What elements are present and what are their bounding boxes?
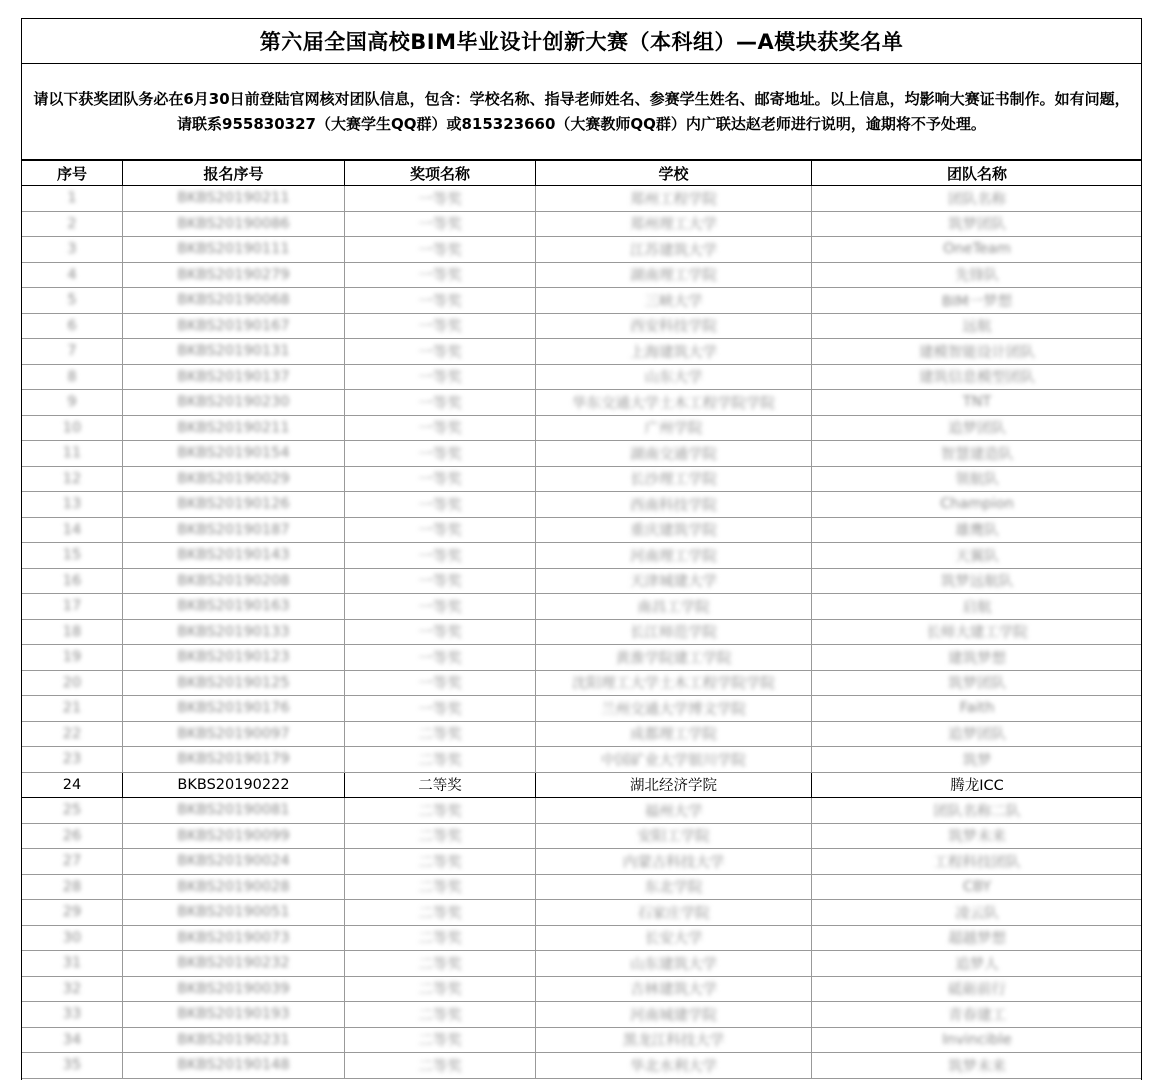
cell-registration-no: BKBS20190154	[123, 441, 345, 467]
cell-award: 一等奖	[345, 262, 536, 288]
header-no: 序号	[22, 161, 123, 186]
table-row	[22, 1053, 1143, 1079]
cell-award: 二等奖	[345, 772, 536, 798]
cell-award: 二等奖	[345, 951, 536, 977]
table-row	[22, 721, 1143, 747]
cell-award: 一等奖	[345, 594, 536, 620]
cell-team: 追梦团队	[812, 415, 1143, 441]
cell-no: 35	[22, 1053, 123, 1079]
cell-school: 华东交通大学土木工程学院学院	[536, 390, 812, 416]
page-title: 第六届全国高校BIM毕业设计创新大赛（本科组）—A模块获奖名单	[22, 19, 1141, 64]
cell-team: 建筑信息模型团队	[812, 364, 1143, 390]
award-list-sheet	[21, 18, 1142, 1080]
cell-award: 二等奖	[345, 823, 536, 849]
cell-no: 33	[22, 1002, 123, 1028]
cell-no: 25	[22, 798, 123, 824]
cell-school: 湖南交通学院	[536, 441, 812, 467]
cell-award: 一等奖	[345, 517, 536, 543]
cell-registration-no: BKBS20190232	[123, 951, 345, 977]
cell-no: 22	[22, 721, 123, 747]
cell-registration-no: BKBS20190279	[123, 262, 345, 288]
cell-team: 追梦人	[812, 951, 1143, 977]
cell-registration-no: BKBS20190029	[123, 466, 345, 492]
cell-school: 东北学院	[536, 874, 812, 900]
cell-team: 团队名称二队	[812, 798, 1143, 824]
cell-team: 砥砺前行	[812, 976, 1143, 1002]
award-table	[21, 160, 1142, 1079]
cell-school: 湖北经济学院	[536, 772, 812, 798]
cell-team: 筑梦	[812, 747, 1143, 773]
cell-school: 长江师范学院	[536, 619, 812, 645]
table-row	[22, 925, 1143, 951]
cell-no: 30	[22, 925, 123, 951]
cell-no: 5	[22, 288, 123, 314]
cell-school: 长安大学	[536, 925, 812, 951]
cell-school: 南昌工学院	[536, 594, 812, 620]
cell-award: 二等奖	[345, 798, 536, 824]
cell-registration-no: BKBS20190068	[123, 288, 345, 314]
cell-school: 兰州交通大学博文学院	[536, 696, 812, 722]
cell-team: 筑梦团队	[812, 211, 1143, 237]
table-row	[22, 900, 1143, 926]
cell-registration-no: BKBS20190167	[123, 313, 345, 339]
cell-award: 一等奖	[345, 670, 536, 696]
cell-team: 启航	[812, 594, 1143, 620]
cell-no: 28	[22, 874, 123, 900]
cell-school: 吉林建筑大学	[536, 976, 812, 1002]
cell-registration-no: BKBS20190176	[123, 696, 345, 722]
cell-no: 18	[22, 619, 123, 645]
cell-award: 二等奖	[345, 1002, 536, 1028]
cell-school: 河南城建学院	[536, 1002, 812, 1028]
cell-school: 石家庄学院	[536, 900, 812, 926]
cell-award: 一等奖	[345, 186, 536, 212]
cell-award: 一等奖	[345, 696, 536, 722]
cell-team: 雄鹰队	[812, 517, 1143, 543]
cell-no: 27	[22, 849, 123, 875]
cell-no: 10	[22, 415, 123, 441]
cell-award: 一等奖	[345, 390, 536, 416]
table-row	[22, 543, 1143, 569]
cell-no: 14	[22, 517, 123, 543]
cell-registration-no: BKBS20190148	[123, 1053, 345, 1079]
cell-award: 一等奖	[345, 339, 536, 365]
cell-school: 郑州理工大学	[536, 211, 812, 237]
cell-registration-no: BKBS20190024	[123, 849, 345, 875]
cell-registration-no: BKBS20190230	[123, 390, 345, 416]
cell-registration-no: BKBS20190187	[123, 517, 345, 543]
table-row	[22, 1027, 1143, 1053]
cell-school: 华北水利大学	[536, 1053, 812, 1079]
cell-team: OneTeam	[812, 237, 1143, 263]
cell-no: 1	[22, 186, 123, 212]
cell-school: 中国矿业大学银川学院	[536, 747, 812, 773]
cell-no: 2	[22, 211, 123, 237]
table-row	[22, 823, 1143, 849]
cell-no: 15	[22, 543, 123, 569]
cell-team: 筑梦未来	[812, 823, 1143, 849]
table-row	[22, 670, 1143, 696]
cell-school: 上海建筑大学	[536, 339, 812, 365]
cell-award: 二等奖	[345, 721, 536, 747]
cell-team: 先锋队	[812, 262, 1143, 288]
cell-no: 4	[22, 262, 123, 288]
table-row	[22, 696, 1143, 722]
cell-award: 一等奖	[345, 568, 536, 594]
cell-no: 21	[22, 696, 123, 722]
cell-team: 智慧建造队	[812, 441, 1143, 467]
table-row	[22, 517, 1143, 543]
cell-no: 16	[22, 568, 123, 594]
header-registration-no: 报名序号	[123, 161, 345, 186]
cell-registration-no: BKBS20190099	[123, 823, 345, 849]
cell-school: 西安科技学院	[536, 313, 812, 339]
cell-school: 福州大学	[536, 798, 812, 824]
table-row	[22, 262, 1143, 288]
table-row	[22, 594, 1143, 620]
cell-team: 腾龙ICC	[812, 772, 1143, 798]
cell-registration-no: BKBS20190137	[123, 364, 345, 390]
cell-registration-no: BKBS20190133	[123, 619, 345, 645]
cell-team: BIM一梦想	[812, 288, 1143, 314]
table-row	[22, 645, 1143, 671]
cell-award: 二等奖	[345, 874, 536, 900]
cell-registration-no: BKBS20190073	[123, 925, 345, 951]
cell-registration-no: BKBS20190125	[123, 670, 345, 696]
cell-team: 超越梦想	[812, 925, 1143, 951]
cell-registration-no: BKBS20190086	[123, 211, 345, 237]
table-row	[22, 364, 1143, 390]
cell-team: 建模智能设计团队	[812, 339, 1143, 365]
cell-award: 一等奖	[345, 288, 536, 314]
cell-no: 12	[22, 466, 123, 492]
cell-registration-no: BKBS20190211	[123, 415, 345, 441]
table-row	[22, 186, 1143, 212]
table-body	[22, 186, 1143, 1079]
header-school: 学校	[536, 161, 812, 186]
cell-award: 一等奖	[345, 211, 536, 237]
cell-no: 6	[22, 313, 123, 339]
cell-school: 湖南理工学院	[536, 262, 812, 288]
cell-award: 二等奖	[345, 900, 536, 926]
cell-team: 追梦团队	[812, 721, 1143, 747]
table-row	[22, 415, 1143, 441]
table-row	[22, 1002, 1143, 1028]
cell-school: 内蒙古科技大学	[536, 849, 812, 875]
cell-team: 领航队	[812, 466, 1143, 492]
table-row	[22, 390, 1143, 416]
cell-registration-no: BKBS20190051	[123, 900, 345, 926]
cell-school: 江苏建筑大学	[536, 237, 812, 263]
cell-team: 天翼队	[812, 543, 1143, 569]
cell-team: 筑梦未来	[812, 1053, 1143, 1079]
cell-team: Faith	[812, 696, 1143, 722]
notice-text: 请以下获奖团队务必在6月30日前登陆官网核对团队信息，包含：学校名称、指导老师姓名、参赛学生姓名、邮寄地址。以上信息，均影响大赛证书制作。如有问题，请联系955830327（大赛学生QQ群）或815323660（大赛教师QQ群）内广联达赵老师进行说明，逾期将不予处理。	[22, 64, 1141, 160]
cell-registration-no: BKBS20190131	[123, 339, 345, 365]
table-row	[22, 339, 1143, 365]
cell-registration-no: BKBS20190097	[123, 721, 345, 747]
cell-school: 河南理工学院	[536, 543, 812, 569]
cell-registration-no: BKBS20190193	[123, 1002, 345, 1028]
cell-no: 17	[22, 594, 123, 620]
cell-no: 3	[22, 237, 123, 263]
cell-no: 23	[22, 747, 123, 773]
cell-award: 二等奖	[345, 849, 536, 875]
cell-no: 11	[22, 441, 123, 467]
cell-no: 31	[22, 951, 123, 977]
cell-team: 建筑梦想	[812, 645, 1143, 671]
cell-registration-no: BKBS20190143	[123, 543, 345, 569]
cell-registration-no: BKBS20190111	[123, 237, 345, 263]
table-row	[22, 798, 1143, 824]
cell-registration-no: BKBS20190123	[123, 645, 345, 671]
cell-registration-no: BKBS20190231	[123, 1027, 345, 1053]
cell-no: 34	[22, 1027, 123, 1053]
table-row	[22, 237, 1143, 263]
cell-registration-no: BKBS20190222	[123, 772, 345, 798]
cell-registration-no: BKBS20190081	[123, 798, 345, 824]
cell-team: 青春建工	[812, 1002, 1143, 1028]
cell-team: 长师大建工学院	[812, 619, 1143, 645]
cell-team: 凌云队	[812, 900, 1143, 926]
table-row	[22, 976, 1143, 1002]
cell-school: 三峡大学	[536, 288, 812, 314]
cell-team: 团队名称	[812, 186, 1143, 212]
table-row	[22, 492, 1143, 518]
table-row	[22, 772, 1143, 798]
cell-no: 26	[22, 823, 123, 849]
cell-team: 远航	[812, 313, 1143, 339]
header-team: 团队名称	[812, 161, 1143, 186]
cell-team: 筑梦远航队	[812, 568, 1143, 594]
table-row	[22, 441, 1143, 467]
cell-school: 黄淮学院建工学院	[536, 645, 812, 671]
table-row	[22, 313, 1143, 339]
cell-award: 一等奖	[345, 492, 536, 518]
cell-no: 24	[22, 772, 123, 798]
cell-award: 一等奖	[345, 237, 536, 263]
table-row	[22, 466, 1143, 492]
cell-registration-no: BKBS20190179	[123, 747, 345, 773]
cell-award: 二等奖	[345, 747, 536, 773]
cell-registration-no: BKBS20190211	[123, 186, 345, 212]
cell-school: 西南科技学院	[536, 492, 812, 518]
cell-school: 天津城建大学	[536, 568, 812, 594]
table-row	[22, 849, 1143, 875]
cell-award: 一等奖	[345, 441, 536, 467]
cell-award: 一等奖	[345, 364, 536, 390]
cell-award: 一等奖	[345, 415, 536, 441]
table-row	[22, 568, 1143, 594]
cell-team: 工程科技团队	[812, 849, 1143, 875]
cell-award: 二等奖	[345, 925, 536, 951]
cell-no: 29	[22, 900, 123, 926]
cell-no: 7	[22, 339, 123, 365]
table-row	[22, 619, 1143, 645]
cell-no: 19	[22, 645, 123, 671]
table-header-row	[22, 161, 1143, 186]
cell-registration-no: BKBS20190039	[123, 976, 345, 1002]
cell-award: 二等奖	[345, 1027, 536, 1053]
header-award: 奖项名称	[345, 161, 536, 186]
cell-school: 郑州工程学院	[536, 186, 812, 212]
cell-award: 一等奖	[345, 543, 536, 569]
cell-registration-no: BKBS20190126	[123, 492, 345, 518]
cell-team: 筑梦团队	[812, 670, 1143, 696]
table-row	[22, 211, 1143, 237]
cell-award: 二等奖	[345, 1053, 536, 1079]
cell-no: 9	[22, 390, 123, 416]
cell-registration-no: BKBS20190163	[123, 594, 345, 620]
cell-registration-no: BKBS20190208	[123, 568, 345, 594]
cell-school: 沈阳理工大学土木工程学院学院	[536, 670, 812, 696]
cell-school: 山东建筑大学	[536, 951, 812, 977]
table-row	[22, 288, 1143, 314]
table-row	[22, 874, 1143, 900]
cell-no: 32	[22, 976, 123, 1002]
cell-no: 20	[22, 670, 123, 696]
cell-award: 一等奖	[345, 619, 536, 645]
cell-team: CBY	[812, 874, 1143, 900]
cell-school: 广州学院	[536, 415, 812, 441]
cell-school: 安阳工学院	[536, 823, 812, 849]
cell-award: 二等奖	[345, 976, 536, 1002]
cell-no: 13	[22, 492, 123, 518]
cell-award: 一等奖	[345, 313, 536, 339]
cell-school: 黑龙江科技大学	[536, 1027, 812, 1053]
table-row	[22, 951, 1143, 977]
cell-no: 8	[22, 364, 123, 390]
cell-team: TNT	[812, 390, 1143, 416]
cell-school: 成都理工学院	[536, 721, 812, 747]
cell-registration-no: BKBS20190028	[123, 874, 345, 900]
cell-school: 山东大学	[536, 364, 812, 390]
cell-team: Champion	[812, 492, 1143, 518]
cell-award: 一等奖	[345, 645, 536, 671]
cell-school: 重庆建筑学院	[536, 517, 812, 543]
cell-school: 长沙理工学院	[536, 466, 812, 492]
cell-award: 一等奖	[345, 466, 536, 492]
cell-team: Invincible	[812, 1027, 1143, 1053]
table-row	[22, 747, 1143, 773]
